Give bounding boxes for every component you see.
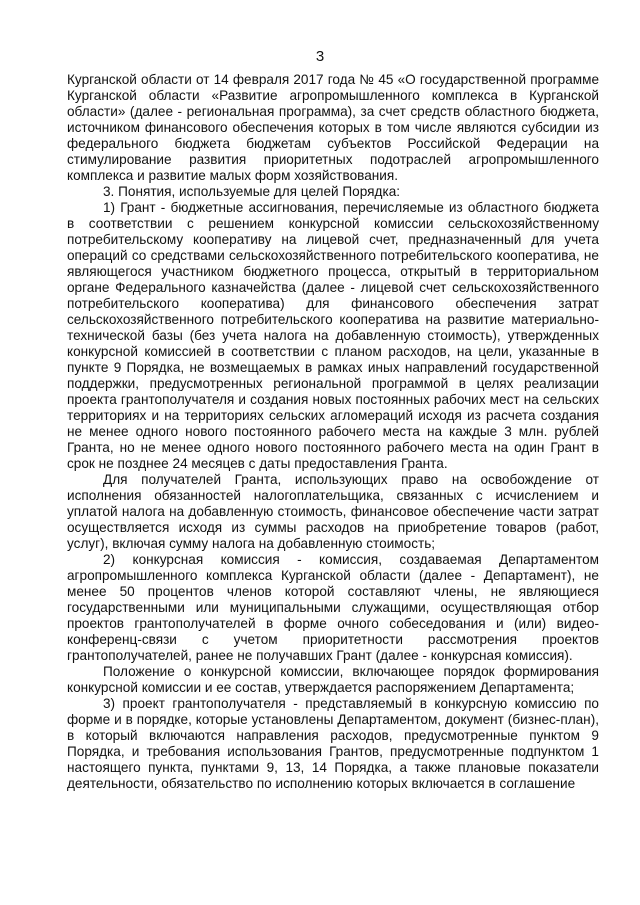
paragraph-item-2-commission: 2) конкурсная комиссия - комиссия, создаваемая Департаментом агропромышленного комплекса Курганской области (далее - Департамент), не менее 50 процентов членов которой составляют члены, не являющиеся государственными или муниципальными служащими, осуществляющая отбор проектов грантополучателей в форме очного собеседования и (или) видео-конференц-связи с учетом приоритетности рассмотрения проектов грантополучателей, ранее не получавших Грант (далее - конкурсная комиссия).: [67, 552, 599, 663]
paragraph-section-3: 3. Понятия, используемые для целей Порядка:: [103, 184, 401, 199]
paragraph-commission-regulation: Положение о конкурсной комиссии, включающее порядок формирования конкурсной комиссии и ее состав, утверждается распоряжением Департамента;: [67, 664, 599, 695]
paragraph-item-3-project: 3) проект грантополучателя - представляемый в конкурсную комиссию по форме и в порядке, которые установлены Департаментом, документ (бизнес-план), в который включаются направления расходов, предусмотренные пунктом 9 Порядка, и требования использования Грантов, предусмотренные подпунктом 1 настоящего пункта, пунктами 9, 13, 14 Порядка, а также плановые показатели деятельности, обязательство по исполнению которых включается в соглашение: [67, 696, 599, 791]
paragraph-item-1-grant: 1) Грант - бюджетные ассигнования, перечисляемые из областного бюджета в соответствии с решением конкурсной комиссии сельскохозяйственному потребительскому кооперативу на лицевой счет, предназначенный для учета операций со средствами сельскохозяйственного потребительского кооператива, не являющегося участником бюджетного процесса, открытый в территориальном органе Федерального казначейства (далее - лицевой счет сельскохозяйственного потребительского кооператива) для финансового обеспечения затрат сельскохозяйственного потребительского кооператива на развитие материально-технической базы (без учета налога на добавленную стоимость), утвержденных конкурсной комиссией в соответствии с планом расходов, на цели, указанные в пункте 9 Порядка, не возмещаемых в рамках иных направлений государственной поддержки, предусмотренных региональной программой в целях реализации проекта грантополучателя и создания новых постоянных рабочих мест на сельских территориях и на территориях сельских агломераций исходя из расчета создания не менее одного нового постоянного рабочего места на каждые 3 млн. рублей Гранта, но не менее одного нового постоянного рабочего места на один Грант в срок не позднее 24 месяцев с даты предоставления Гранта.: [67, 200, 599, 471]
document-body: [67, 72, 599, 792]
paragraph-intro: Курганской области от 14 февраля 2017 года № 45 «О государственной программе Курганской области «Развитие агропромышленного комплекса в Курганской области» (далее - региональная программа), за счет средств областного бюджета, источником финансового обеспечения которых в том числе являются субсидии из федерального бюджета бюджетам субъектов Российской Федерации на стимулирование развития приоритетных подотраслей агропромышленного комплекса и развитие малых форм хозяйствования.: [67, 72, 599, 183]
page-number: 3: [315, 48, 325, 65]
paragraph-vat-exemption: Для получателей Гранта, использующих право на освобождение от исполнения обязанностей налогоплательщика, связанных с исчислением и уплатой налога на добавленную стоимость, финансовое обеспечение части затрат осуществляется исходя из суммы расходов на приобретение товаров (работ, услуг), включая сумму налога на добавленную стоимость;: [67, 472, 599, 551]
